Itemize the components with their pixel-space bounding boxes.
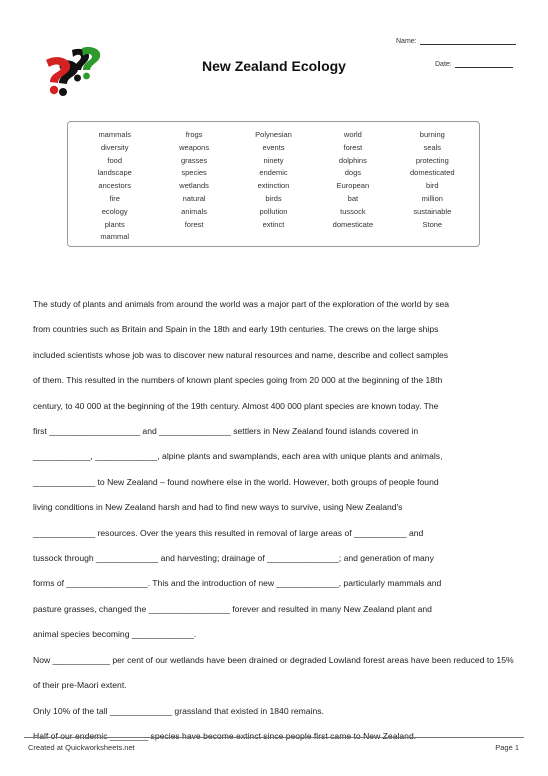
date-blank-line[interactable] [455, 67, 513, 68]
word-bank-word: fire [109, 193, 120, 203]
word-bank-word: European [336, 181, 370, 191]
paragraph-wetlands: Now ____________ per cent of our wetlands have been drained or degraded Lowland forest areas have been reduced to 15% of their pre-Maori extent. [33, 654, 514, 691]
word-bank-word: forest [343, 142, 363, 152]
word-bank-word: bat [347, 193, 359, 203]
passage-line: The study of plants and animals from around the world was a major part of the exploration of the world by sea [33, 299, 450, 309]
word-bank-word: plants [104, 219, 125, 229]
word-bank [67, 121, 480, 247]
passage-line: _____________ to New Zealand – found nowhere else in the world. However, both groups of people found [33, 476, 439, 487]
date-label: Date: [435, 61, 452, 68]
date-field[interactable] [435, 61, 513, 68]
footer-divider [24, 737, 524, 738]
word-bank-word: wetlands [179, 181, 209, 191]
passage-line: from countries such as Britain and Spain in the 18th and early 19th centuries. The crews on the large ships [33, 324, 439, 335]
word-bank-word: domesticated [409, 168, 455, 178]
word-bank-word: domesticate [332, 219, 374, 229]
word-bank-word: seals [423, 142, 442, 152]
word-bank-word: bird [426, 181, 439, 191]
paragraph-endemic: Half of our endemic ________ species have become extinct since people first came to New Zealand. [33, 730, 417, 741]
word-bank-word: dolphins [338, 155, 367, 165]
word-bank-word: pollution [259, 206, 288, 216]
word-bank-word: extinction [257, 181, 290, 191]
name-label: Name: [396, 38, 417, 45]
word-bank-word: sustainable [413, 206, 452, 216]
word-bank-word: Stone [422, 219, 443, 229]
word-bank-word: food [107, 155, 122, 165]
footer-page-number: Page 1 [495, 743, 519, 752]
word-bank-word: ecology [101, 206, 128, 216]
word-bank-word: endemic [259, 168, 288, 178]
passage-line: first ___________________ and _______________ settlers in New Zealand found islands covered in [33, 426, 419, 437]
passage-line: ____________, _____________, alpine plants and swamplands, each area with unique plants and animals, [33, 451, 443, 462]
word-bank-word: birds [265, 193, 282, 203]
word-bank-word: tussock [340, 206, 366, 216]
word-bank-word: grasses [180, 155, 208, 165]
word-bank-word: mammal [100, 232, 130, 242]
word-bank-word: events [262, 142, 285, 152]
passage-line: living conditions in New Zealand harsh and had to find new ways to survive, using New Zealand's [33, 502, 403, 513]
passage-line: of them. This resulted in the numbers of known plant species going from 20 000 at the beginning of the 18th [33, 375, 443, 386]
passage-line: included scientists whose job was to discover new natural resources and name, describe and collect samples [33, 349, 449, 360]
word-bank-word: landscape [97, 168, 132, 178]
paragraph-tussock: Only 10% of the tall _____________ grassland that existed in 1840 remains. [33, 705, 324, 716]
word-bank-word: animals [181, 206, 208, 216]
word-bank-grid [68, 129, 479, 244]
word-bank-word: frogs [185, 130, 203, 139]
word-bank-word: natural [182, 193, 206, 203]
word-bank-word: dogs [344, 168, 362, 178]
passage-line: pasture grasses, changed the _________________ forever and resulted in many New Zealand plant and [33, 603, 432, 614]
word-bank-word: Polynesian [255, 130, 292, 139]
word-bank-word: ninety [263, 155, 284, 165]
word-bank-word: weapons [179, 142, 210, 152]
name-field[interactable] [396, 38, 516, 45]
worksheet-title: New Zealand Ecology [202, 58, 346, 74]
name-blank-line[interactable] [420, 44, 516, 45]
passage [33, 292, 517, 749]
passage-line: forms of _________________. This and the introduction of new _____________, particularly mammals and [33, 578, 442, 589]
word-bank-word: forest [184, 219, 204, 229]
word-bank-word: extinct [262, 219, 285, 229]
word-bank-word: ancestors [98, 181, 131, 191]
word-bank-word: mammals [98, 130, 131, 139]
footer-credit: Created at Quickworksheets.net [28, 743, 135, 752]
passage-line: animal species becoming _____________. [33, 629, 197, 640]
word-bank-word: burning [419, 130, 445, 139]
word-bank-word: world [343, 130, 362, 139]
passage-line: century, to 40 000 at the beginning of the 19th century. Almost 400 000 plant species are known today. The [33, 400, 439, 411]
passage-line: tussock through _____________ and harvesting; drainage of _______________; and generation of many [33, 553, 434, 564]
word-bank-word: protecting [415, 155, 449, 165]
word-bank-word: million [421, 193, 443, 203]
word-bank-word: diversity [100, 142, 129, 152]
word-bank-word: species [181, 168, 207, 178]
passage-line: _____________ resources. Over the years this resulted in removal of large areas of ___________ and [33, 527, 424, 538]
